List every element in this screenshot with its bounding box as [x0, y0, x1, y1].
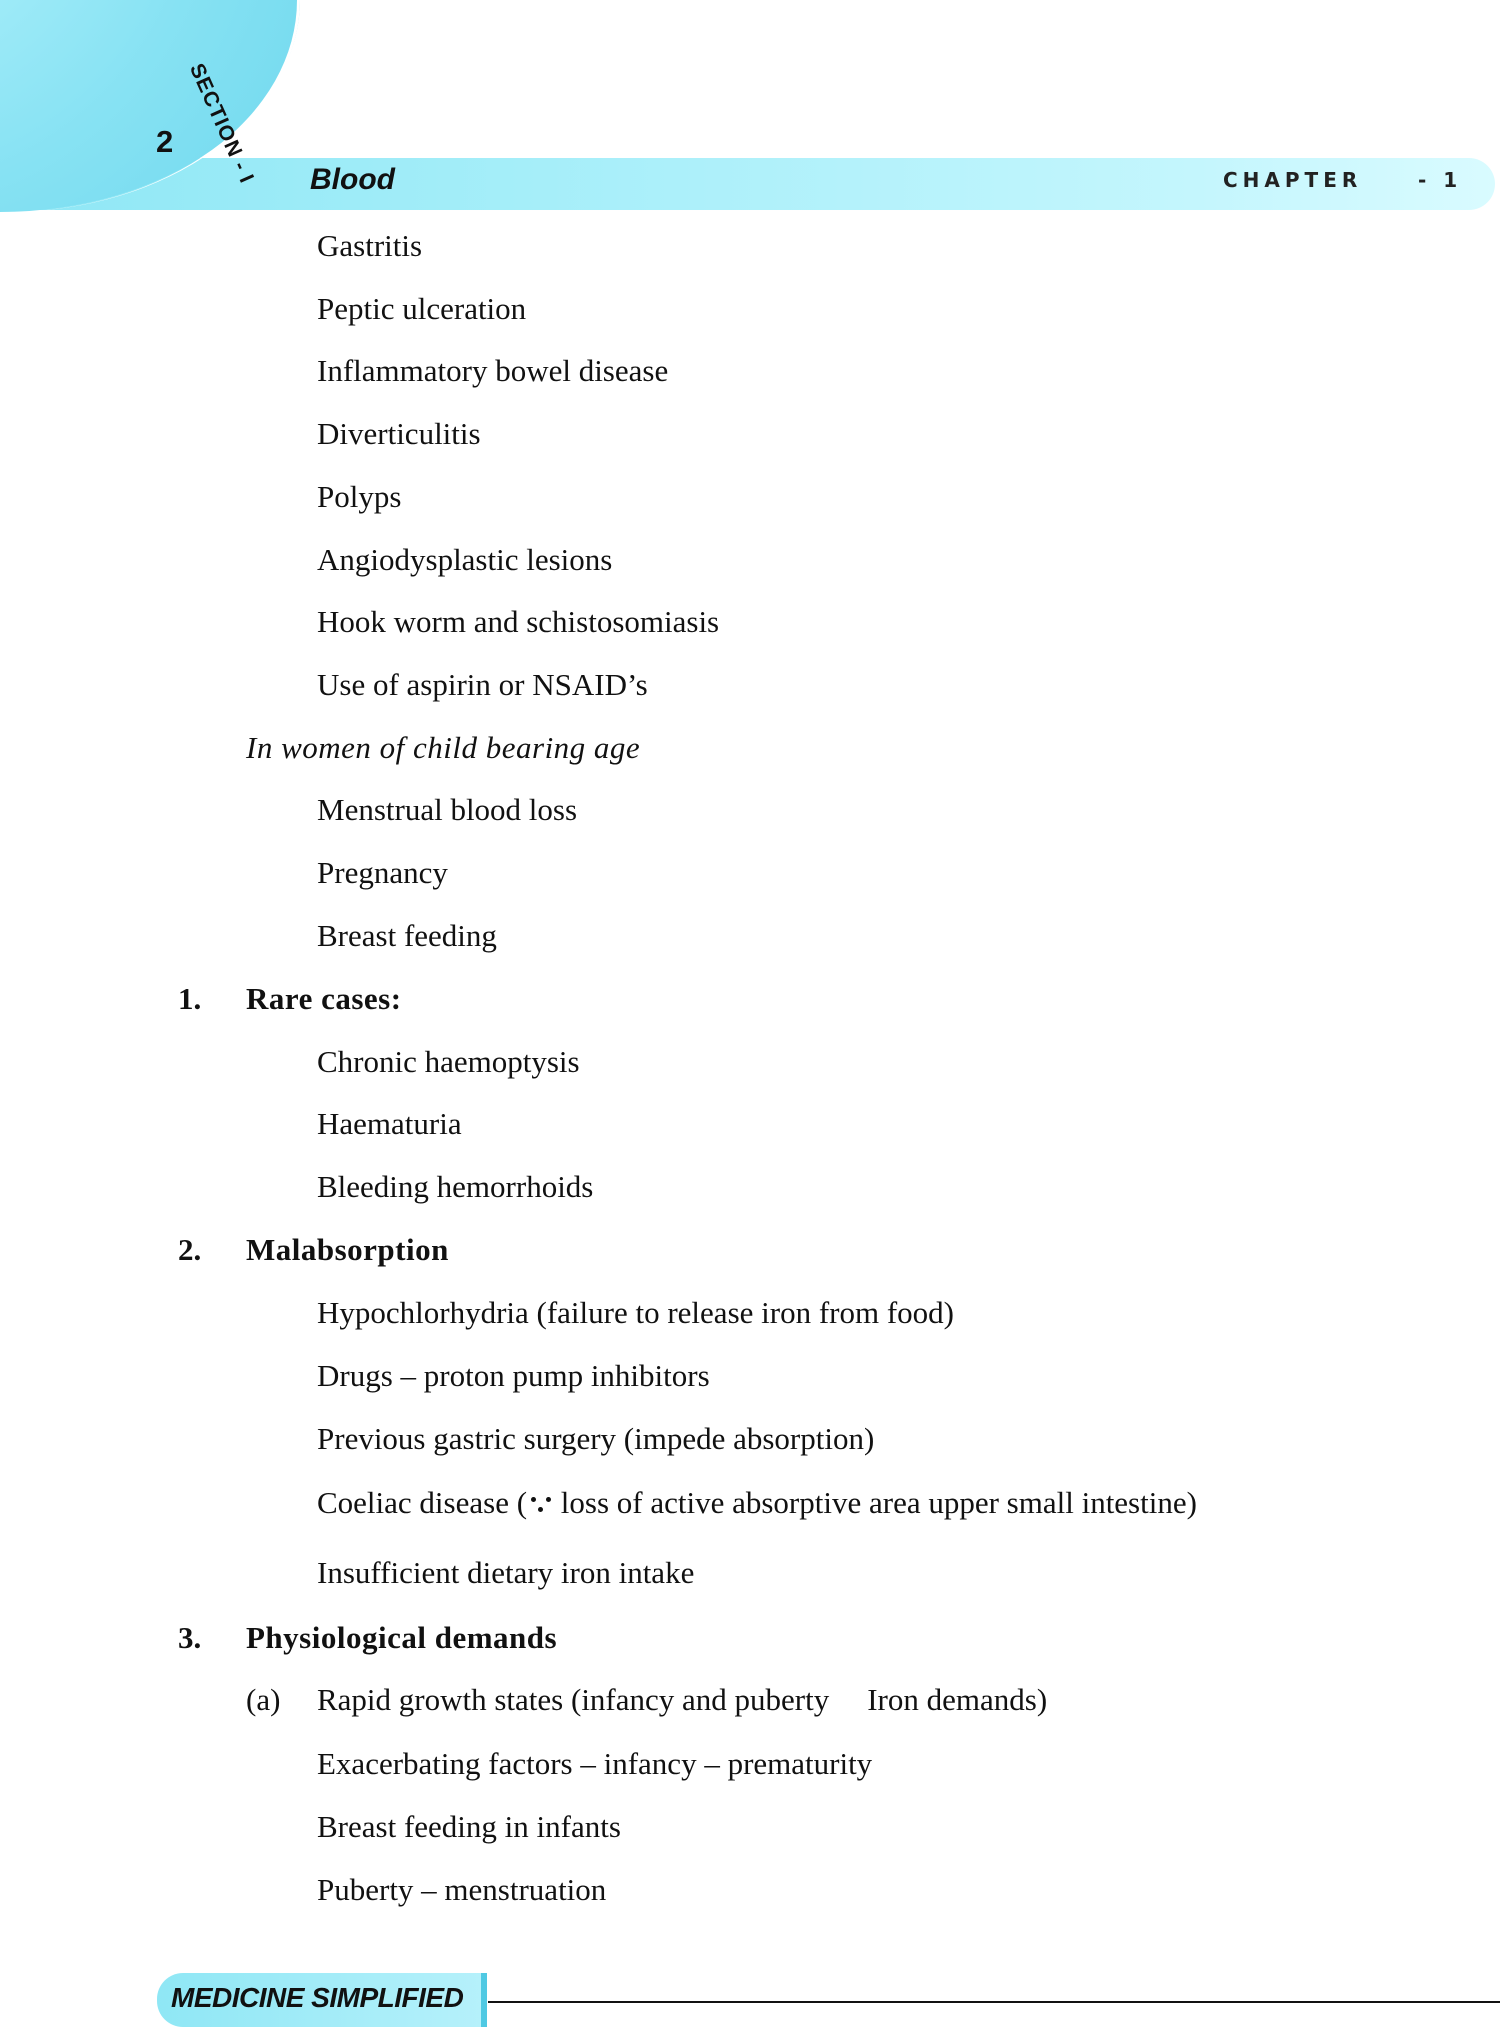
coeliac-text-end: loss of active absorptive area upper small intestine): [560, 1485, 1197, 1520]
list-item: Menstrual blood loss: [317, 792, 578, 827]
list-item: Exacerbating factors – infancy – prematurity: [317, 1746, 873, 1781]
list-item: Insufficient dietary iron intake: [317, 1555, 695, 1590]
list-item: Pregnancy: [317, 855, 448, 890]
list-item: Use of aspirin or NSAID’s: [317, 667, 648, 702]
list-item: Peptic ulceration: [317, 291, 527, 326]
book-title: MEDICINE SIMPLIFIED: [171, 1982, 464, 2013]
chapter-label: CHAPTER: [1223, 168, 1363, 192]
subheading-women: In women of child bearing age: [246, 730, 641, 765]
list-item: Puberty – menstruation: [317, 1872, 607, 1907]
list-item: Angiodysplastic lesions: [317, 542, 613, 577]
list-item: Previous gastric surgery (impede absorption): [317, 1421, 875, 1456]
list-item: Hypochlorhydria (failure to release iron from food): [317, 1295, 954, 1330]
because-symbol: [527, 1491, 553, 1515]
section-label: SECTION - I: [184, 60, 259, 188]
list-item: Bleeding hemorrhoids: [317, 1169, 594, 1204]
list-item: [317, 1487, 1197, 1518]
section-number: 1.: [178, 981, 202, 1016]
growth-states-text: Rapid growth states (infancy and puberty: [317, 1682, 830, 1717]
section-heading-rare-cases: Rare cases:: [246, 981, 402, 1016]
list-item: Breast feeding in infants: [317, 1809, 621, 1844]
list-item: Haematuria: [317, 1106, 462, 1141]
list-item: Chronic haemoptysis: [317, 1044, 580, 1079]
list-item: Inflammatory bowel disease: [317, 353, 669, 388]
footer-rule: [488, 2001, 1500, 2003]
iron-demands-text: Iron demands): [867, 1682, 1048, 1717]
list-item: Polyps: [317, 479, 402, 514]
list-item: Breast feeding: [317, 918, 497, 953]
list-marker: (a): [246, 1682, 281, 1717]
section-heading-physiological-demands: Physiological demands: [246, 1620, 558, 1655]
list-item: [317, 1684, 1047, 1715]
list-item: Drugs – proton pump inhibitors: [317, 1358, 710, 1393]
section-number: 3.: [178, 1620, 202, 1655]
page-number: 2: [156, 124, 174, 159]
section-number: 2.: [178, 1232, 202, 1267]
coeliac-text-start: Coeliac disease (: [317, 1485, 528, 1520]
running-title: Blood: [310, 163, 395, 196]
list-item: Gastritis: [317, 228, 423, 263]
section-heading-malabsorption: Malabsorption: [246, 1232, 449, 1267]
list-item: Hook worm and schistosomiasis: [317, 604, 720, 639]
chapter-number: - 1: [1418, 168, 1463, 192]
list-item: Diverticulitis: [317, 416, 481, 451]
